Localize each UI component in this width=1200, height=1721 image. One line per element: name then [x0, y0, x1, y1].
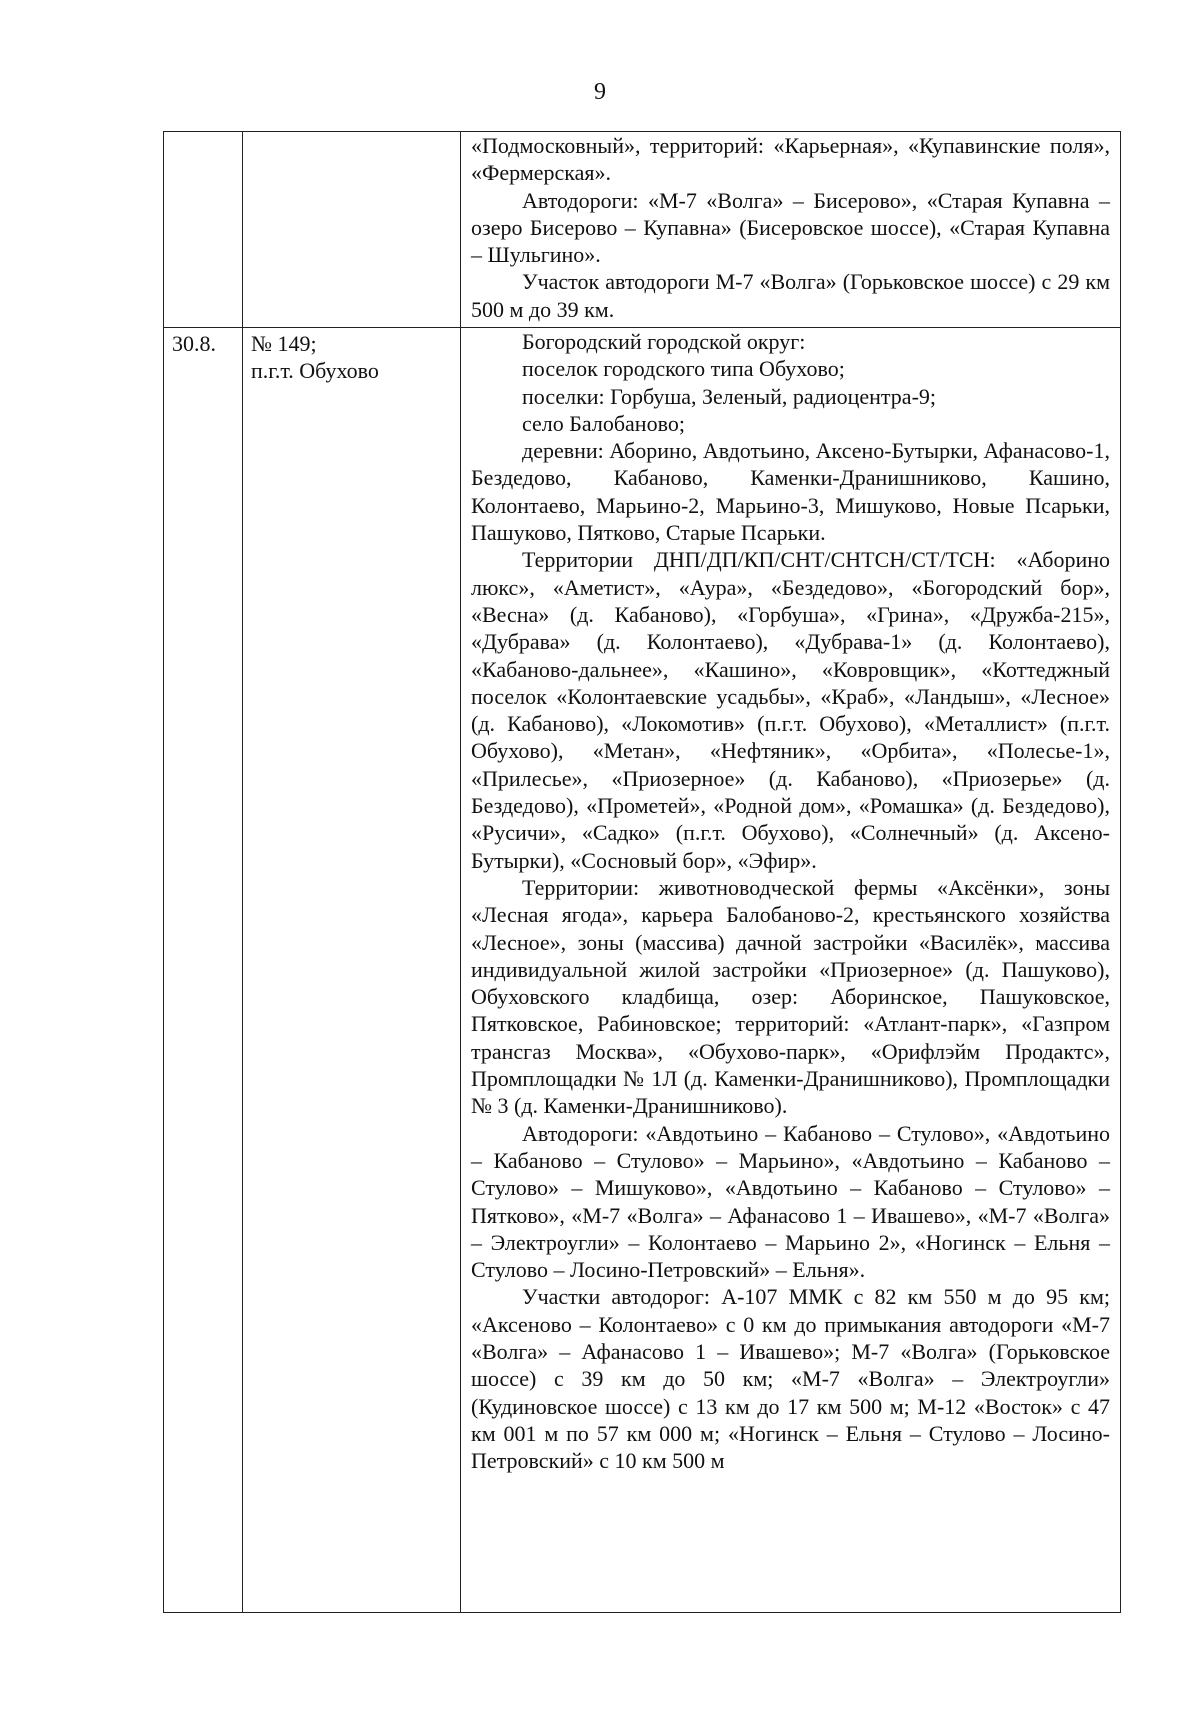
- page-number: 9: [594, 79, 606, 105]
- row-name-cell: [243, 132, 461, 328]
- row-description-cell: [461, 328, 1121, 1613]
- description-paragraph: Участки автодорог: А-107 ММК с 82 км 550 м до 95 км; «Аксеново – Колонтаево» с 0 км до примыкания автодороги «М-7 «Волга» – Афанасово 1 – Ивашево»; М-7 «Волга» (Горьковское шоссе) с 39 км до 50 км; «М-7 «Волга» – Электроугли» (Кудиновское шоссе) с 13 км до 17 км 500 м; М-12 «Восток» с 47 км 001 м по 57 км 000 м; «Ногинск – Ельня – Стулово – Лосино-Петровский» с 10 км 500 м: [471, 1284, 1110, 1474]
- table-row: [164, 132, 1121, 328]
- description-paragraph: Территории ДНП/ДП/КП/СНТ/СНТСН/СТ/ТСН: «Аборино люкс», «Аметист», «Аура», «Бездедово», «Богородский бор», «Весна» (д. Кабаново), «Горбуша», «Грина», «Дружба-215», «Дубрава» (д. Колонтаево), «Дубрава-1» (д. Колонтаево), «Кабаново-дальнее», «Кашино», «Ковровщик», «Коттеджный поселок «Колонтаевские усадьбы», «Краб», «Ландыш», «Лесное» (д. Кабаново), «Локомотив» (п.г.т. Обухово), «Металлист» (п.г.т. Обухово), «Метан», «Нефтяник», «Орбита», «Полесье-1», «Прилесье», «Приозерное» (д. Кабаново), «Приозерье» (д. Бездедово), «Прометей», «Родной дом», «Ромашка» (д. Бездедово), «Русичи», «Садко» (п.г.т. Обухово), «Солнечный» (д. Аксено-Бутырки), «Сосновый бор», «Эфир».: [471, 547, 1110, 873]
- description-paragraph: «Подмосковный», территорий: «Карьерная», «Купавинские поля», «Фермерская».: [471, 133, 1110, 186]
- row-description-cell: [461, 132, 1121, 328]
- description-paragraph: Богородский городской округ:: [522, 329, 806, 354]
- description-paragraph: Участок автодороги М-7 «Волга» (Горьковское шоссе) с 29 км 500 м до 39 км.: [471, 269, 1110, 322]
- description-paragraph: деревни: Аборино, Авдотьино, Аксено-Бутырки, Афанасово-1, Бездедово, Кабаново, Каменки-Дранишниково, Кашино, Колонтаево, Марьино-2, Марьино-3, Мишуково, Новые Псарьки, Пашуково, Пятково, Старые Псарьки.: [471, 438, 1110, 546]
- description-paragraph: село Балобаново;: [522, 410, 685, 436]
- row-name-cell: [243, 328, 461, 1613]
- table-row: [164, 328, 1121, 1613]
- row-number-cell: 30.8.: [164, 328, 243, 1613]
- description-paragraph: Территории: животноводческой фермы «Аксёнки», зоны «Лесная ягода», карьера Балобаново-2, крестьянского хозяйства «Лесное», зоны (массива) дачной застройки «Василёк», массива индивидуальной жилой застройки «Приозерное» (д. Пашуково), Обуховского кладбища, озер: Аборинское, Пашуковское, Пятковское, Рабиновское; территорий: «Атлант-парк», «Газпром трансгаз Москва», «Обухово-парк», «Орифлэйм Продактс», Промплощадки № 1Л (д. Каменки-Дранишниково), Промплощадки № 3 (д. Каменки-Дранишниково).: [471, 874, 1110, 1119]
- description-paragraph: Автодороги: «Авдотьино – Кабаново – Стулово», «Авдотьино – Кабаново – Стулово» – Марьино», «Авдотьино – Кабаново – Стулово» – Мишуково», «Авдотьино – Кабаново – Стулово» – Пятково», «М-7 «Волга» – Афанасово 1 – Ивашево», «М-7 «Волга» – Электроугли» – Колонтаево – Марьино 2», «Ногинск – Ельня – Стулово – Лосино-Петровский» – Ельня».: [471, 1120, 1110, 1283]
- settlement-name: п.г.т. Обухово: [251, 358, 379, 384]
- zone-number: № 149;: [251, 331, 317, 356]
- zones-table: [163, 131, 1121, 1613]
- description-paragraph: поселки: Горбуша, Зеленый, радиоцентра-9;: [522, 383, 937, 409]
- description-paragraph: Автодороги: «М-7 «Волга» – Бисерово», «Старая Купавна – озеро Бисерово – Купавна» (Бисеровское шоссе), «Старая Купавна – Шульгино».: [471, 187, 1110, 268]
- description-paragraph: поселок городского типа Обухово;: [522, 356, 845, 382]
- row-number-cell: [164, 132, 243, 328]
